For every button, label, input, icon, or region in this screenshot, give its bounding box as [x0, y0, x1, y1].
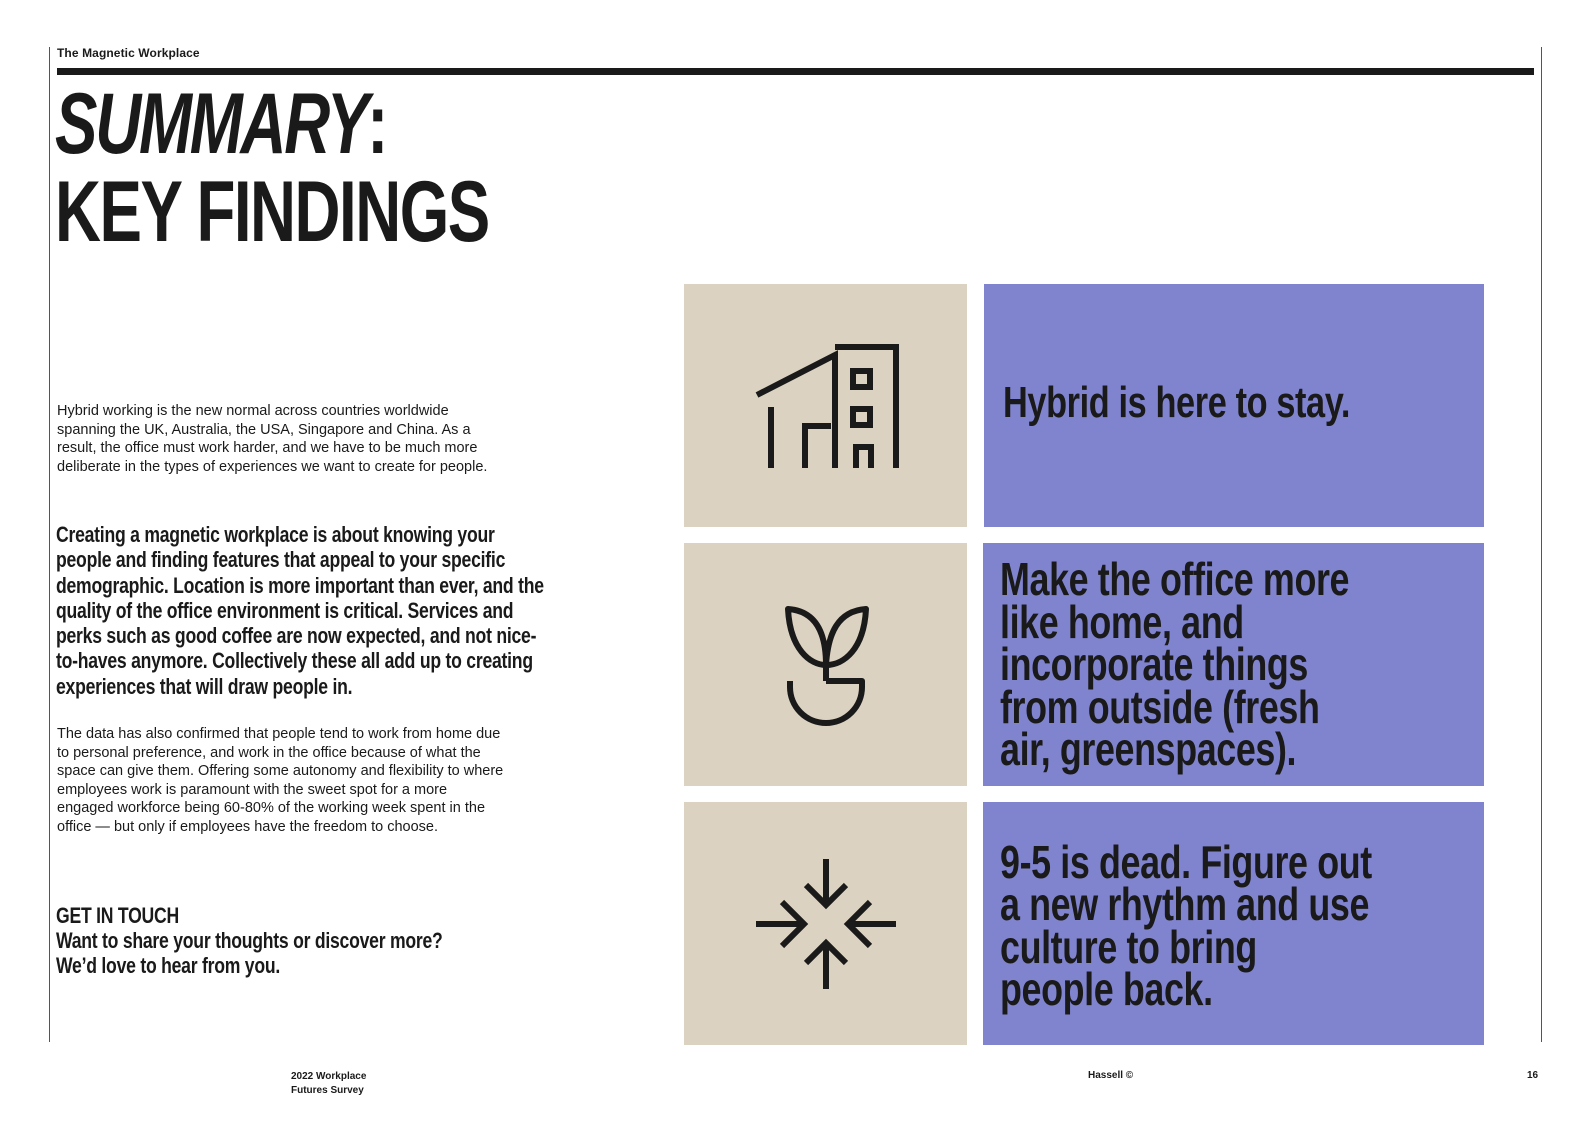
sprout-pot-icon	[776, 595, 876, 735]
finding-3-text-tile	[983, 802, 1484, 1045]
title-colon: :	[367, 76, 387, 172]
intro-paragraph: Hybrid working is the new normal across countries worldwide spanning the UK, Australia, the USA, Singapore and China. As a result, the office must work harder, and we have to be much more deliberate in the types of experiences we want to create for people.	[57, 403, 488, 475]
title-summary: SUMMARY	[55, 76, 368, 172]
finding-2-icon-tile	[684, 543, 967, 786]
building-icon	[751, 341, 901, 471]
title-line-1	[55, 76, 489, 172]
converging-arrows-icon	[756, 859, 896, 989]
running-title: The Magnetic Workplace	[57, 46, 200, 60]
footer-survey-title	[291, 1070, 366, 1098]
footer-brand: Hassell ©	[1088, 1070, 1134, 1081]
title-line-2: KEY FINDINGS	[55, 164, 489, 260]
footer-survey-line-2: Futures Survey	[291, 1085, 364, 1096]
finding-1-icon-tile	[684, 284, 967, 527]
contact-line-1: Want to share your thoughts or discover more?	[56, 928, 443, 953]
lead-paragraph: Creating a magnetic workplace is about knowing your people and finding features that appeal to your specific demographic. Location is more important than ever, and the quality of the office environment is critical. Services and perks such as good coffee are now expected, and not nice-to-haves anymore. Collectively these all add up to creating experiences that will draw people in.	[56, 522, 544, 699]
get-in-touch	[56, 903, 472, 978]
finding-1-text-tile	[984, 284, 1484, 527]
page-title	[55, 76, 489, 260]
data-paragraph: The data has also confirmed that people tend to work from home due to personal preference, and work in the office because of what the space can give them. Offering some autonomy and flexibility to where employees work is paramount with the sweet spot for a more engaged workforce being 60-80% of the working week spent in the office — but only if employees have the freedom to choose.	[57, 726, 504, 835]
left-margin-rule	[49, 47, 50, 1042]
right-margin-rule	[1541, 47, 1542, 1042]
contact-heading: GET IN TOUCH	[56, 903, 179, 928]
finding-1-text: Hybrid is here to stay.	[1003, 377, 1351, 427]
page-number: 16	[1527, 1070, 1539, 1081]
finding-3-icon-tile	[684, 802, 967, 1045]
contact-line-2: We’d love to hear from you.	[56, 953, 280, 978]
finding-2-text-tile	[983, 543, 1484, 786]
finding-3-text: 9-5 is dead. Figure out a new rhythm and use culture to bring people back.	[1000, 835, 1372, 1015]
header-rule	[57, 68, 1534, 75]
footer-survey-line-1: 2022 Workplace	[291, 1071, 367, 1082]
finding-2-text: Make the office more like home, and incorporate things from outside (fresh air, greenspaces).	[1000, 553, 1350, 776]
